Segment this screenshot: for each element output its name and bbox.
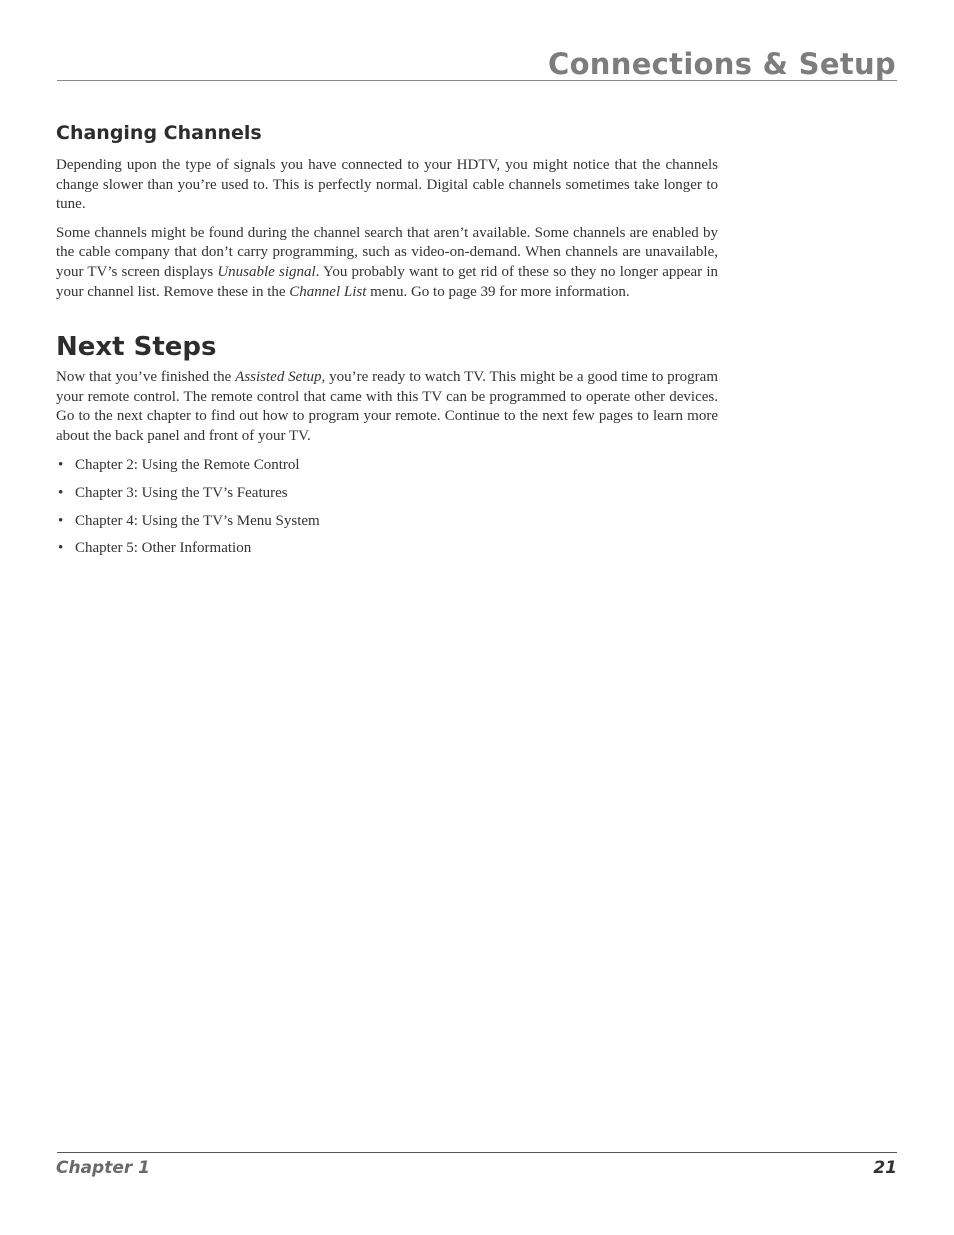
assisted-setup-term: Assisted Setup: [235, 369, 322, 386]
unusable-signal-term: Unusable signal: [217, 263, 316, 280]
channel-list-term: Channel List: [289, 283, 367, 300]
list-item: [56, 456, 718, 476]
changing-channels-heading: Changing Channels: [56, 122, 262, 144]
list-item: [56, 539, 718, 559]
footer-page-number: 21: [873, 1158, 897, 1178]
list-item-text: Chapter 5: Other Information: [75, 540, 252, 557]
chapter-list: [56, 456, 718, 560]
changing-channels-paragraph-1: Depending upon the type of signals you have connected to your HDTV, you might notice that the channels change slower than you’re used to. This is perfectly normal. Digital cable channels sometimes take longer to tune.: [56, 157, 718, 213]
bullet-icon: •: [58, 456, 64, 473]
bullet-icon: •: [58, 512, 64, 529]
paragraph-text: Now that you’ve finished the: [56, 369, 236, 386]
page-header-title: Connections & Setup: [548, 47, 896, 81]
footer-chapter-label: Chapter 1: [56, 1158, 151, 1178]
changing-channels-paragraph-2: [56, 224, 718, 302]
paragraph-text: menu. Go to page 39 for more information.: [366, 283, 630, 300]
paragraph-text: . You probably want to get rid of these so they no longer appear in your channel list. Remove these in the: [56, 263, 718, 300]
list-item: [56, 512, 718, 532]
paragraph-text: , you’re ready to watch TV. This might be a good time to program your remote control. The remote control that came with this TV can be programmed to operate other devices. Go to the next chapter to find out how to program your remote. Continue to the next few pages to learn more about the back panel and front of your TV.: [56, 369, 718, 444]
list-item-text: Chapter 2: Using the Remote Control: [75, 456, 300, 473]
bullet-icon: •: [58, 540, 64, 557]
next-steps-paragraph: [56, 368, 718, 446]
footer-rule: [57, 1152, 897, 1153]
next-steps-heading: Next Steps: [56, 332, 217, 363]
list-item-text: Chapter 3: Using the TV’s Features: [75, 484, 288, 501]
paragraph-text: Some channels might be found during the channel search that aren’t available. Some channels are enabled by the cable company that don’t carry programming, such as video-on-demand. When channels are unavailable, your TV’s screen displays: [56, 224, 718, 280]
list-item: [56, 484, 718, 504]
bullet-icon: •: [58, 484, 64, 501]
page-content: [56, 120, 718, 567]
list-item-text: Chapter 4: Using the TV’s Menu System: [75, 512, 320, 529]
